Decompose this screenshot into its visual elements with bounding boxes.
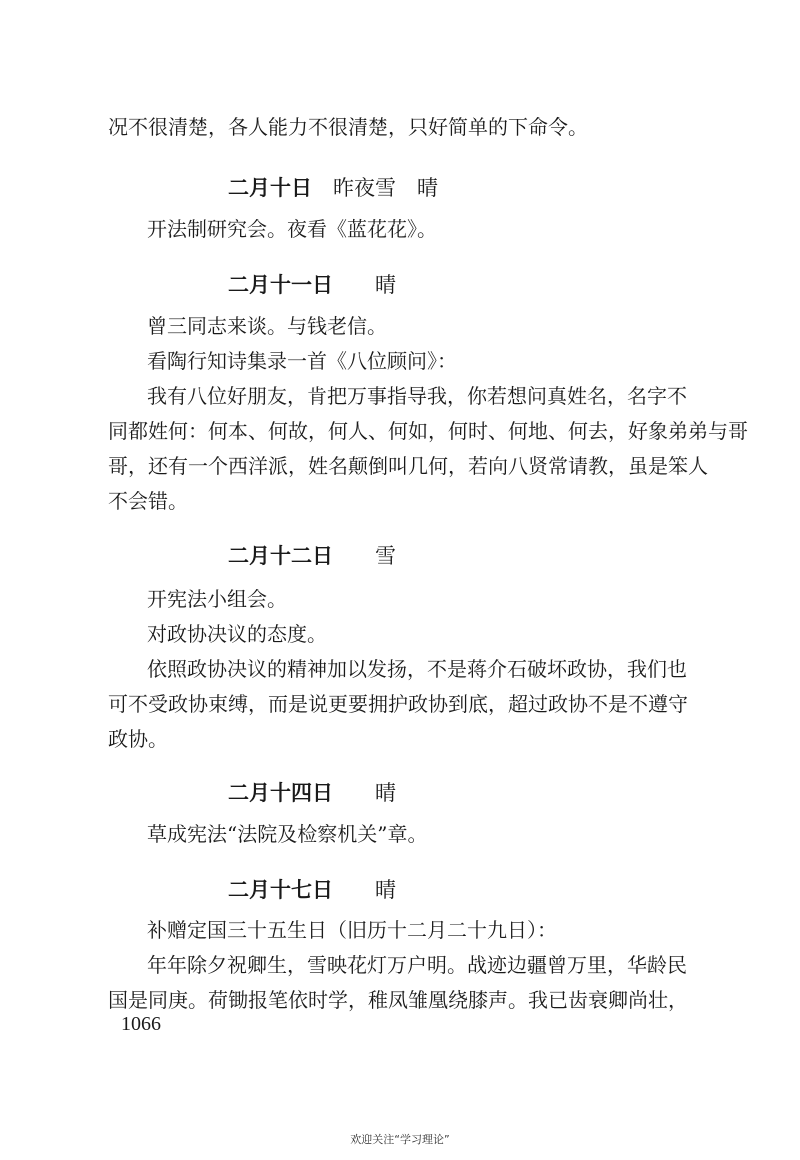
entry-heading-feb12: [228, 540, 396, 570]
entry-weather: 晴: [375, 781, 396, 805]
entry-text: 开宪法小组会。: [147, 587, 287, 611]
footer-watermark: 欢迎关注“学习理论”: [350, 1133, 450, 1146]
poem-line: 我有八位好朋友，肯把万事指导我，你若想问真姓名，名字不: [147, 384, 687, 408]
entry-date: 二月十四日: [228, 781, 333, 805]
entry-text: 草成宪法“法院及检察机关”章。: [147, 822, 428, 846]
entry-date: 二月十七日: [228, 878, 333, 902]
entry-weather: 昨夜雪 晴: [333, 176, 438, 200]
entry-heading-feb14: [228, 777, 396, 807]
entry-heading-feb11: [228, 269, 396, 299]
entry-text: 对政协决议的态度。: [147, 622, 327, 646]
entry-text: 可不受政协束缚，而是说更要拥护政协到底，超过政协不是不遵守: [108, 692, 688, 716]
poem-line: 国是同庚。荷锄报笔依时学，稚凤雏凰绕膝声。我已齿衰卿尚壮，: [108, 988, 688, 1012]
entry-date: 二月十日: [228, 176, 312, 200]
entry-date: 二月十一日: [228, 273, 333, 297]
entry-text: 依照政协决议的精神加以发扬，不是蒋介石破坏政协，我们也: [147, 657, 687, 681]
poem-line: 哥，还有一个西洋派，姓名颠倒叫几何，若向八贤常请教，虽是笨人: [108, 454, 708, 478]
entry-weather: 晴: [375, 878, 396, 902]
continuation-line: 况不很清楚，各人能力不很清楚，只好简单的下命令。: [108, 115, 588, 139]
entry-heading-feb10: [228, 172, 438, 202]
entry-text: 政协。: [108, 727, 168, 751]
entry-weather: 晴: [375, 273, 396, 297]
entry-date: 二月十二日: [228, 544, 333, 568]
page-number: 1066: [121, 1013, 161, 1035]
entry-text: 补赠定国三十五生日（旧历十二月二十九日）：: [147, 918, 557, 942]
entry-weather: 雪: [375, 544, 396, 568]
poem-line: 不会错。: [108, 489, 188, 513]
poem-line: 年年除夕祝卿生，雪映花灯万户明。战迹边疆曾万里，华龄民: [147, 953, 687, 977]
entry-text: 曾三同志来谈。与钱老信。: [147, 314, 387, 338]
entry-text: 开法制研究会。夜看《蓝花花》。: [147, 217, 437, 241]
poem-line: 同都姓何：何本、何故，何人、何如，何时、何地、何去，好象弟弟与哥: [108, 419, 748, 443]
entry-heading-feb17: [228, 874, 396, 904]
entry-text: 看陶行知诗集录一首《八位顾问》：: [147, 349, 457, 373]
